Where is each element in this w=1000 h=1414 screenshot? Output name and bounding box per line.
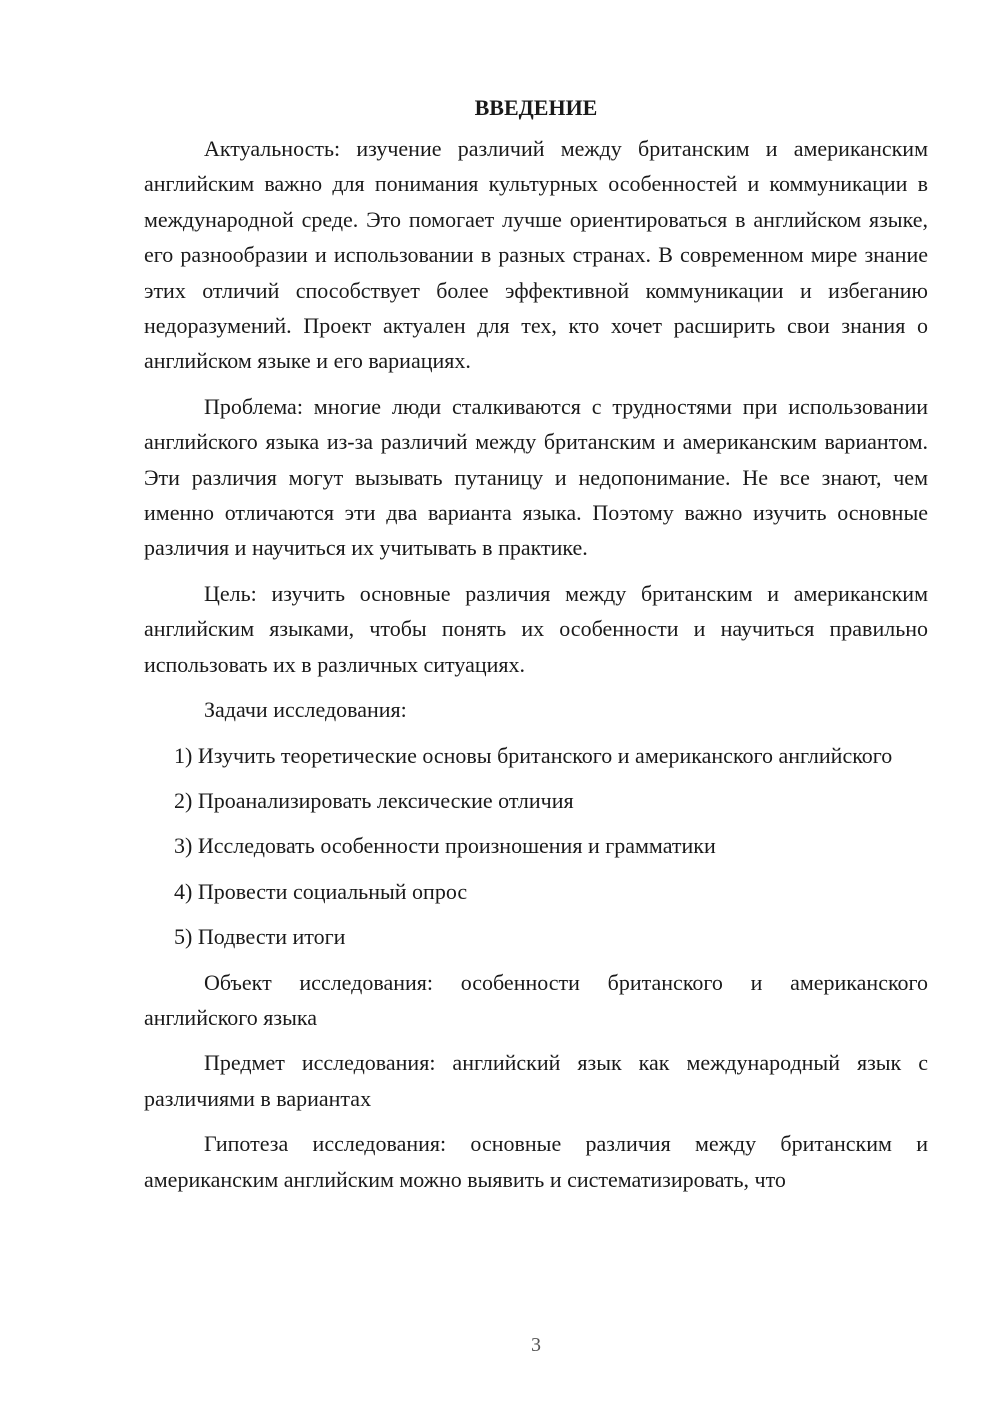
paragraph-object: Объект исследования: особенности британского и американского английского языка bbox=[144, 969, 928, 1030]
task-item: 4) Провести социальный опрос bbox=[174, 878, 468, 904]
paragraph-hypothesis: Гипотеза исследования: основные различия между британским и американским английским можно выявить и систематизировать, что bbox=[144, 1131, 928, 1192]
paragraph-problem: Проблема: многие люди сталкиваются с трудностями при использовании английского языка из-за различий между британским и американским вариантом. Эти различия могут вызывать путаницу и недопонимание. Не все знают, чем именно отличаются эти два варианта языка. Поэтому важно изучить основные различия и научиться их учитывать в практике. bbox=[144, 393, 928, 561]
paragraph-subject: Предмет исследования: английский язык как международный язык с различиями в вариантах bbox=[144, 1050, 928, 1111]
section-title: ВВЕДЕНИЕ bbox=[474, 95, 598, 120]
task-item: 5) Подвести итоги bbox=[174, 924, 346, 950]
task-item: 2) Проанализировать лексические отличия bbox=[174, 787, 574, 813]
paragraph-goal: Цель: изучить основные различия между британским и американским английским языками, чтобы понять их особенности и научиться правильно использовать их в различных ситуациях. bbox=[144, 580, 928, 677]
paragraph-relevance: Актуальность: изучение различий между британским и американским английским важно для понимания культурных особенностей и коммуникации в международной среде. Это помогает лучше ориентироваться в английском языке, его разнообразии и использовании в разных странах. В современном мире знание этих отличий способствует более эффективной коммуникации и избеганию недоразумений. Проект актуален для тех, кто хочет расширить свои знания о английском языке и его вариациях. bbox=[144, 136, 928, 374]
page-number: 3 bbox=[531, 1334, 541, 1356]
task-item: 3) Исследовать особенности произношения и грамматики bbox=[174, 833, 716, 859]
task-item: 1) Изучить теоретические основы британского и американского английского bbox=[174, 742, 893, 768]
document-page bbox=[144, 90, 928, 1207]
paragraph-tasks-heading: Задачи исследования: bbox=[204, 697, 407, 723]
